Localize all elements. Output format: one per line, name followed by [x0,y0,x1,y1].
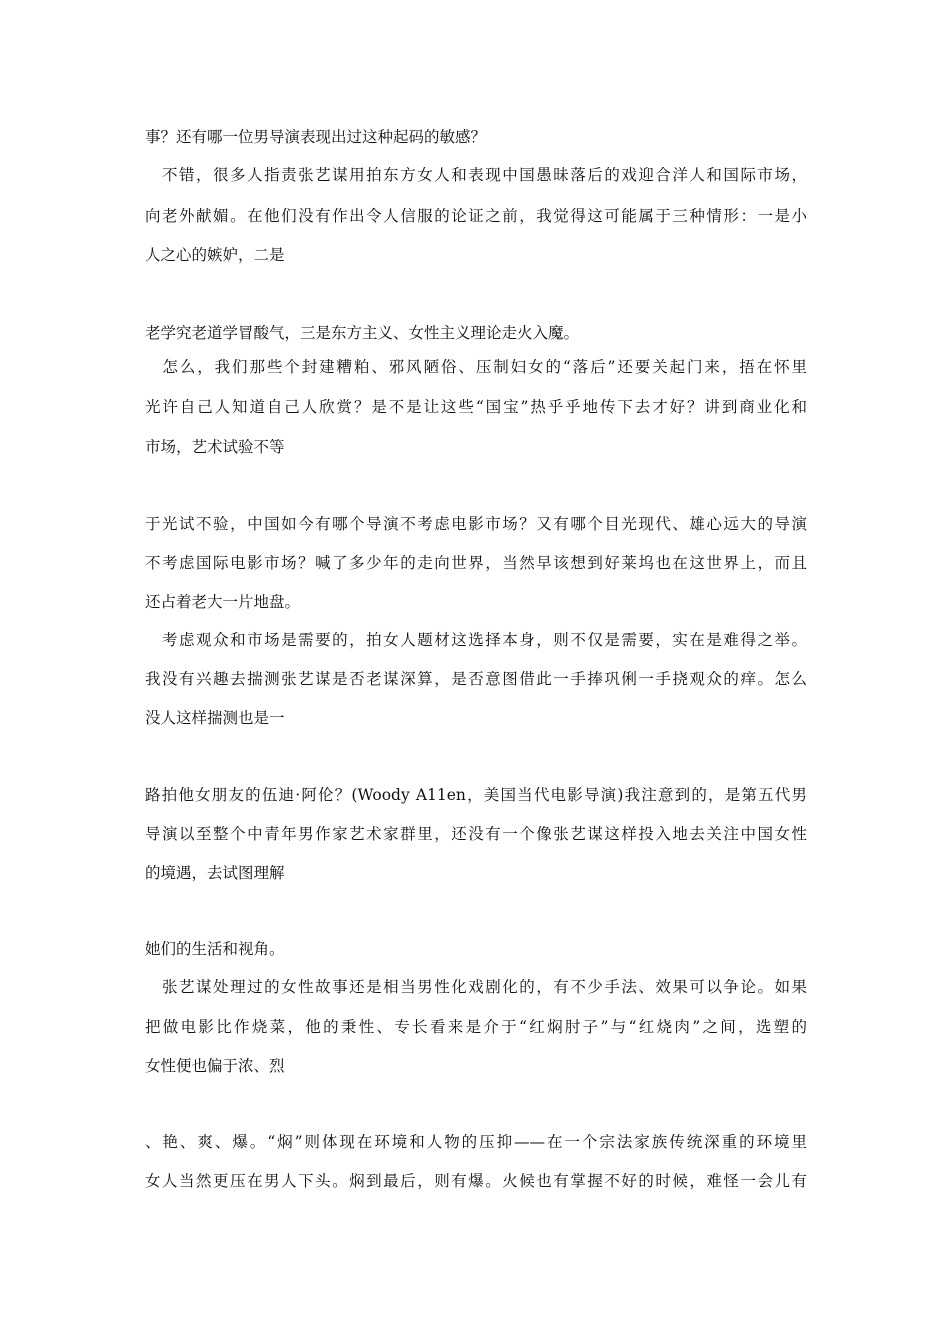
text-line: 的境遇，去试图理解 [145,864,285,882]
text-line: 老学究老道学冒酸气，三是东方主义、女性主义理论走火入魔。 [145,324,580,342]
text-line: 导演以至整个中青年男作家艺术家群里，还没有一个像张艺谋这样投入地去关注中国女性 [145,825,807,843]
text-line: 怎么，我们那些个封建糟粕、邪风陋俗、压制妇女的“落后”还要关起门来，捂在怀里 [145,358,807,376]
text-line: 向老外献媚。在他们没有作出令人信服的论证之前，我觉得这可能属于三种情形：一是小 [145,207,807,225]
text-line: 不错，很多人指责张艺谋用拍东方女人和表现中国愚昧落后的戏迎合洋人和国际市场， [145,166,807,184]
text-line: 光许自己人知道自己人欣赏？是不是让这些“国宝”热乎乎地传下去才好？讲到商业化和 [145,398,807,416]
text-line: 女性便也偏于浓、烈 [145,1057,285,1075]
text-line: 她们的生活和视角。 [145,940,285,958]
text-line: 把做电影比作烧菜，他的秉性、专长看来是介于“红焖肘子”与“红烧肉”之间，选塑的 [145,1018,807,1036]
text-line: 于光试不验，中国如今有哪个导演不考虑电影市场？又有哪个目光现代、雄心远大的导演 [145,515,807,533]
text-line: 女人当然更压在男人下头。焖到最后，则有爆。火候也有掌握不好的时候，难怪一会儿有 [145,1172,807,1190]
text-line: 没人这样揣测也是一 [145,709,285,727]
text-line: 还占着老大一片地盘。 [145,593,301,611]
text-line: 人之心的嫉妒，二是 [145,246,285,264]
text-line: 事？还有哪一位男导演表现出过这种起码的敏感？ [145,128,487,146]
text-line: 我没有兴趣去揣测张艺谋是否老谋深算，是否意图借此一手捧巩俐一手挠观众的痒。怎么 [145,670,807,688]
text-line: 、艳、爽、爆。“焖”则体现在环境和人物的压抑——在一个宗法家族传统深重的环境里 [145,1133,807,1151]
text-line: 考虑观众和市场是需要的，拍女人题材这选择本身，则不仅是需要，实在是难得之举。 [145,631,807,649]
text-line: 张艺谋处理过的女性故事还是相当男性化戏剧化的，有不少手法、效果可以争论。如果 [145,978,807,996]
text-line: 不考虑国际电影市场？喊了多少年的走向世界，当然早该想到好莱坞也在这世界上，而且 [145,554,807,572]
text-line: 路拍他女朋友的伍迪·阿伦？(Woody A11en，美国当代电影导演)我注意到的，是第五代男 [145,786,807,804]
text-line: 市场，艺术试验不等 [145,438,285,456]
